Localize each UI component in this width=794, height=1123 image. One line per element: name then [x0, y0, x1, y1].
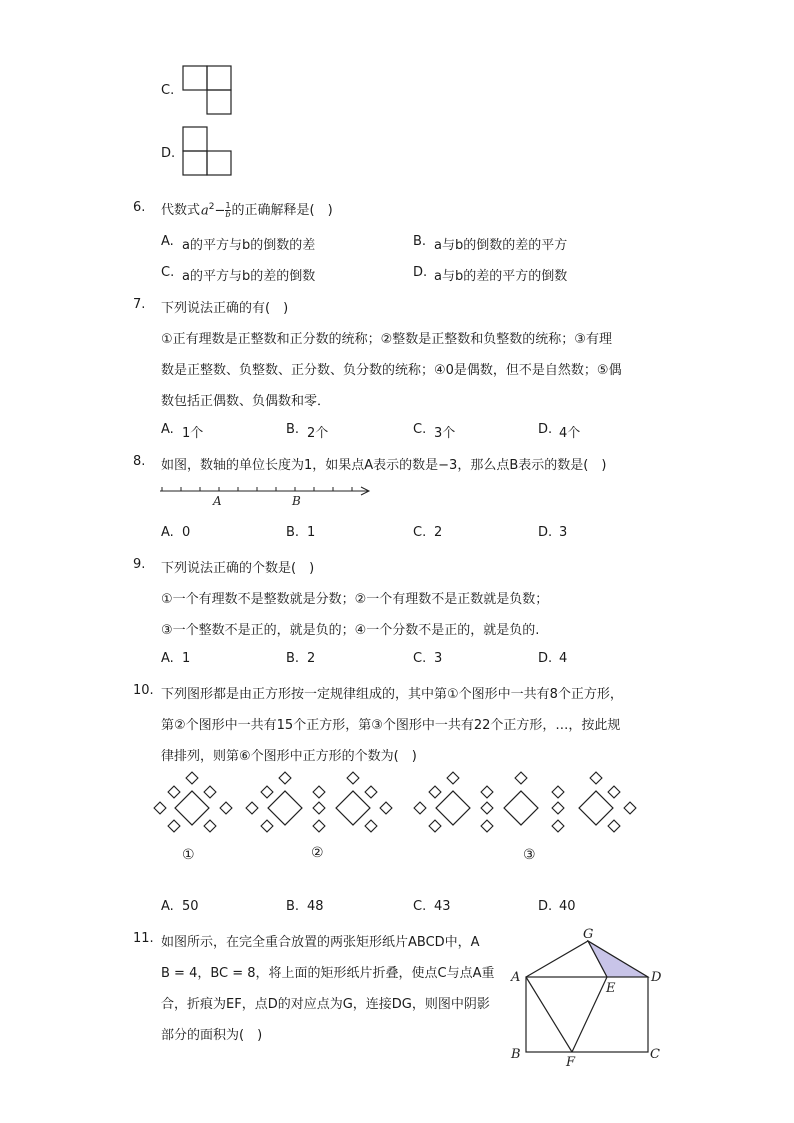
q5-option-c-letter: C.: [161, 83, 175, 98]
q6-option-d-letter: D.: [413, 265, 428, 280]
q11-label-g: G: [583, 927, 594, 942]
q9-option-d-text: 4: [559, 651, 568, 666]
q6-option-c-letter: C.: [161, 265, 175, 280]
q9-number: 9.: [133, 557, 146, 572]
q11-rectangle-fold-figure: [505, 922, 675, 1072]
q9-option-c-text: 3: [434, 651, 443, 666]
q6-formula: $a^2-$ $\frac{1}{b}$: [201, 201, 231, 220]
q11-line-4: 部分的面积为( ): [161, 1028, 263, 1043]
q8-option-c-letter: C.: [413, 525, 427, 540]
q9-option-b-letter: B.: [286, 651, 300, 666]
q6-option-a-letter: A.: [161, 234, 174, 249]
q8-option-c-text: 2: [434, 525, 443, 540]
q6-option-a-text: a的平方与b的倒数的差: [182, 238, 316, 253]
q7-option-b-text: 2个: [307, 426, 329, 441]
q6-option-d-text: a与b的差的平方的倒数: [434, 269, 568, 284]
q10-figure-1: [154, 772, 232, 832]
q11-line-2: B = 4，BC = 8，将上面的矩形纸片折叠，使点C与点A重: [161, 966, 495, 981]
q8-number: 8.: [133, 454, 146, 469]
q10-line-3: 律排列，则第⑥个图形中正方形的个数为( ): [161, 749, 417, 764]
q8-option-d-letter: D.: [538, 525, 553, 540]
q7-line-2: 数是正整数、负整数、正分数、负分数的统称；④0是偶数，但不是自然数；⑤偶: [161, 363, 622, 378]
q6-option-b-letter: B.: [413, 234, 427, 249]
q5-option-c-figure: [182, 65, 234, 117]
q10-option-a-letter: A.: [161, 899, 174, 914]
q9-line-2: ③一个整数不是正的，就是负的；④一个分数不是正的，就是负的.: [161, 623, 540, 638]
q7-option-d-text: 4个: [559, 426, 581, 441]
q7-option-a-letter: A.: [161, 422, 174, 437]
q10-option-c-letter: C.: [413, 899, 427, 914]
q6-stem-pre: 代数式: [161, 203, 201, 218]
q9-option-a-letter: A.: [161, 651, 174, 666]
q6-number: 6.: [133, 200, 146, 215]
q10-line-2: 第②个图形中一共有15个正方形，第③个图形中一共有22个正方形，…，按此规: [161, 718, 621, 733]
q10-option-d-letter: D.: [538, 899, 553, 914]
q10-option-d-text: 40: [559, 899, 576, 914]
q8-option-b-letter: B.: [286, 525, 300, 540]
q5-option-d-letter: D.: [161, 146, 176, 161]
q11-label-c: C: [650, 1047, 660, 1062]
q10-figure-label-2: ②: [311, 845, 324, 861]
q8-label-a: A: [213, 494, 222, 508]
q7-number: 7.: [133, 297, 146, 312]
q10-number: 10.: [133, 683, 154, 698]
q8-option-a-text: 0: [182, 525, 191, 540]
q6-option-b-text: a与b的倒数的差的平方: [434, 238, 568, 253]
q11-label-a: A: [511, 970, 521, 985]
q10-option-b-text: 48: [307, 899, 324, 914]
q11-label-f: F: [566, 1055, 576, 1070]
q10-figure-2: [246, 772, 392, 832]
q11-line-1: 如图所示，在完全重合放置的两张矩形纸片ABCD中，A: [161, 935, 480, 950]
q6-stem-post: 的正确解释是( ): [231, 203, 333, 218]
q9-line-1: ①一个有理数不是整数就是分数；②一个有理数不是正数就是负数；: [161, 592, 549, 607]
q10-figure-label-3: ③: [523, 847, 536, 863]
q8-option-d-text: 3: [559, 525, 568, 540]
q7-option-a-text: 1个: [182, 426, 204, 441]
q7-option-c-text: 3个: [434, 426, 456, 441]
q10-pattern-figure: [150, 766, 650, 866]
q9-option-d-letter: D.: [538, 651, 553, 666]
q11-label-e: E: [606, 981, 616, 996]
q10-option-c-text: 43: [434, 899, 451, 914]
q9-stem: 下列说法正确的个数是( ): [161, 561, 315, 576]
q6-option-c-text: a的平方与b的差的倒数: [182, 269, 316, 284]
q7-line-1: ①正有理数是正整数和正分数的统称；②整数是正整数和负整数的统称；③有理: [161, 332, 612, 347]
q10-figure-label-1: ①: [182, 847, 195, 863]
q11-label-b: B: [511, 1047, 521, 1062]
q8-stem: 如图，数轴的单位长度为1，如果点A表示的数是−3，那么点B表示的数是( ): [161, 458, 607, 473]
q7-option-b-letter: B.: [286, 422, 300, 437]
q7-stem: 下列说法正确的有( ): [161, 301, 289, 316]
q8-option-b-text: 1: [307, 525, 316, 540]
q8-number-line: [160, 484, 375, 508]
q8-option-a-letter: A.: [161, 525, 174, 540]
q7-option-c-letter: C.: [413, 422, 427, 437]
q11-line-3: 合，折痕为EF，点D的对应点为G，连接DG，则图中阴影: [161, 997, 490, 1012]
q9-option-c-letter: C.: [413, 651, 427, 666]
q7-line-3: 数包括正偶数、负偶数和零．: [161, 394, 331, 409]
q5-option-d-figure: [182, 126, 234, 178]
q9-option-a-text: 1: [182, 651, 191, 666]
q8-label-b: B: [292, 494, 301, 508]
q7-option-d-letter: D.: [538, 422, 553, 437]
q6-stem: [161, 199, 333, 219]
q11-number: 11.: [133, 931, 154, 946]
q11-label-d: D: [651, 970, 662, 985]
q10-option-a-text: 50: [182, 899, 199, 914]
q10-option-b-letter: B.: [286, 899, 300, 914]
q9-option-b-text: 2: [307, 651, 316, 666]
q10-figure-3: [414, 772, 636, 832]
q10-line-1: 下列图形都是由正方形按一定规律组成的，其中第①个图形中一共有8个正方形，: [161, 687, 623, 702]
